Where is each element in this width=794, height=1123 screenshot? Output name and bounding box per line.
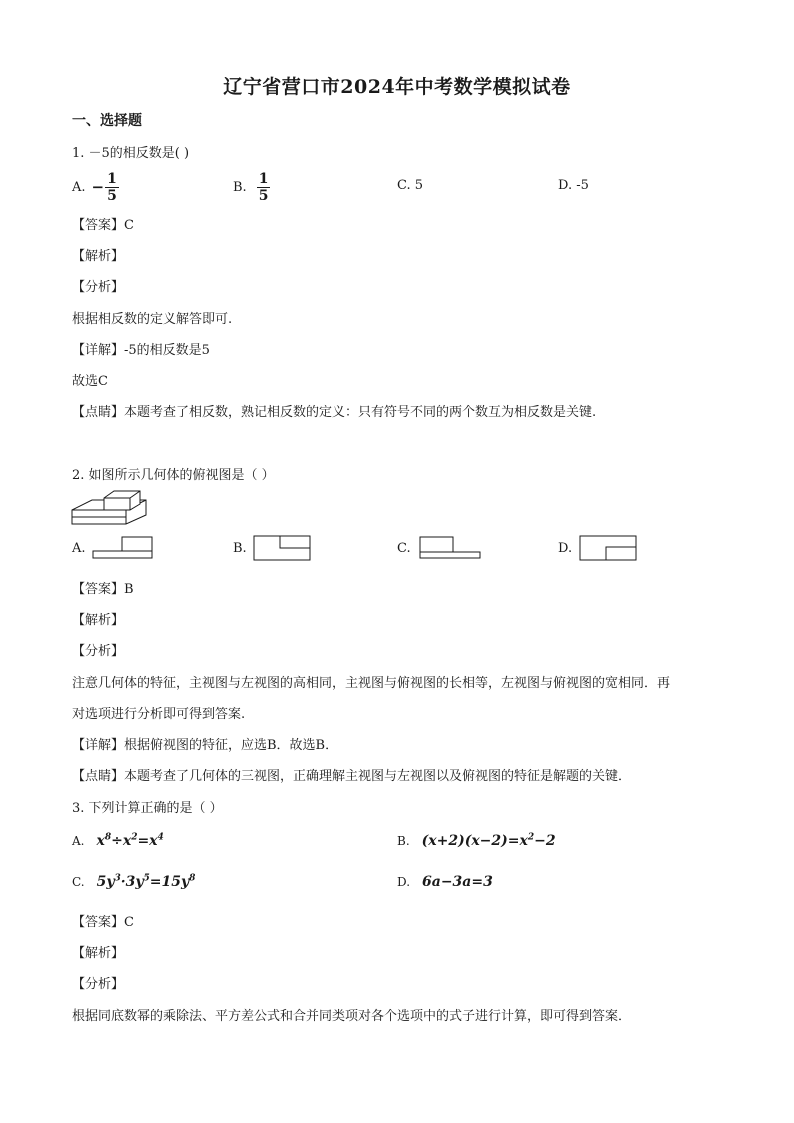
page-title: 辽宁省营口市2024年中考数学模拟试卷 xyxy=(223,76,571,98)
q2-option-c-figure xyxy=(419,536,483,560)
math-expression: $5y^3\cdot 3y^5=15y^8$ xyxy=(96,873,196,890)
fraction-denominator: 5 xyxy=(258,187,269,204)
q1-option-a xyxy=(72,167,119,207)
q2-comment: 【点睛】本题考查了几何体的三视图，正确理解主视图与左视图以及俯视图的特征是解题的关键． xyxy=(72,769,632,784)
solid-figure xyxy=(70,488,152,526)
math-expression: $(x+2)(x-2)=x^2-2$ xyxy=(421,832,556,849)
q3-option-b xyxy=(397,833,556,849)
q3-fenxi-text: 根据同底数幂的乘除法、平方差公式和合并同类项对各个选项中的式子进行计算，即可得到答案． xyxy=(72,1009,632,1024)
q2-fenxi-text-2: 对选项进行分析即可得到答案. xyxy=(72,707,246,722)
q1-option-c: C. 5 xyxy=(397,178,424,193)
option-label: C. xyxy=(72,875,85,889)
q3-option-d xyxy=(397,874,493,890)
q1-choose: 故选C xyxy=(72,374,108,389)
fraction-numerator: 1 xyxy=(258,170,269,187)
q2-option-b-label: B. xyxy=(233,541,247,556)
question-1-stem: 1. －5的相反数是( ) xyxy=(72,146,190,161)
math-expression: 6a−3a=3 xyxy=(422,874,493,890)
fraction-denominator: 5 xyxy=(107,187,117,204)
q2-option-c-label: C. xyxy=(397,541,411,556)
question-2-stem: 2. 如图所示几何体的俯视图是（ ） xyxy=(72,468,275,483)
q1-fenxi-text: 根据相反数的定义解答即可. xyxy=(72,312,233,327)
option-label: B. xyxy=(233,179,247,195)
q2-fenxi-text-1: 注意几何体的特征，主视图与左视图的高相同，主视图与俯视图的长相等，左视图与俯视图的宽相同．再 xyxy=(72,676,671,691)
solid-figure-drawing xyxy=(70,488,152,526)
q2-jiexi: 【解析】 xyxy=(72,613,125,628)
q1-detail: 【详解】-5的相反数是5 xyxy=(72,343,210,358)
q2-option-b-figure xyxy=(253,535,313,562)
q1-option-b xyxy=(233,167,270,207)
q3-option-a xyxy=(72,833,164,849)
math-expression: $x^8\div x^2=x^4$ xyxy=(96,832,164,849)
fraction-numerator: 1 xyxy=(107,170,117,187)
q3-fenxi: 【分析】 xyxy=(72,977,125,992)
q2-option-a-label: A. xyxy=(72,541,86,556)
option-label: D. xyxy=(397,875,411,889)
q1-option-d: D. -5 xyxy=(558,178,589,193)
option-label: A. xyxy=(72,834,85,848)
q2-answer: 【答案】B xyxy=(72,582,134,597)
option-label: B. xyxy=(397,834,410,848)
q1-answer: 【答案】C xyxy=(72,218,134,233)
q2-option-a-figure xyxy=(92,536,154,560)
q1-fenxi: 【分析】 xyxy=(72,280,125,295)
q2-option-d-label: D. xyxy=(558,541,573,556)
q2-fenxi: 【分析】 xyxy=(72,644,125,659)
fraction-one-fifth-negative xyxy=(105,171,119,204)
q2-option-d-figure xyxy=(579,535,639,562)
question-3-stem: 3. 下列计算正确的是（ ） xyxy=(72,801,223,816)
q3-option-c xyxy=(72,874,195,890)
minus-sign: − xyxy=(91,178,105,196)
q1-comment: 【点睛】本题考查了相反数，熟记相反数的定义：只有符号不同的两个数互为相反数是关键. xyxy=(72,405,597,420)
q2-detail: 【详解】根据俯视图的特征，应选B．故选B． xyxy=(72,738,339,753)
q3-answer: 【答案】C xyxy=(72,915,134,930)
fraction-one-fifth xyxy=(257,171,271,204)
q1-jiexi: 【解析】 xyxy=(72,249,125,264)
q3-jiexi: 【解析】 xyxy=(72,946,125,961)
section-heading: 一、选择题 xyxy=(72,113,142,129)
option-label: A. xyxy=(72,179,86,195)
